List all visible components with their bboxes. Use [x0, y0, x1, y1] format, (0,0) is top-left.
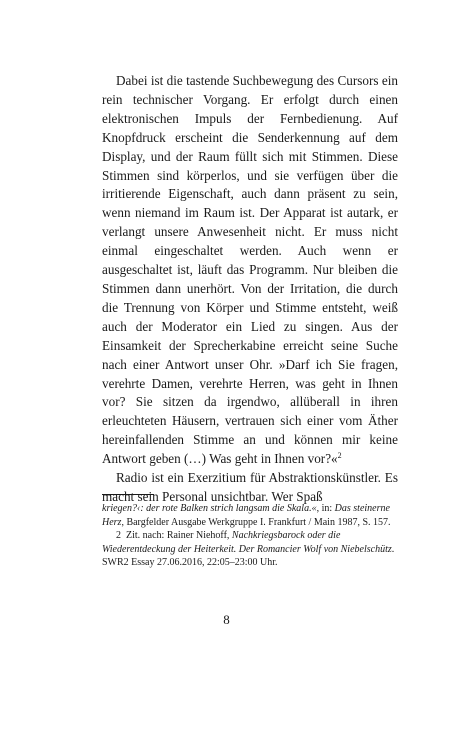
footnote-2 — [102, 529, 398, 570]
footnote-rule — [102, 494, 154, 495]
footnote-work-title: Das steinerne Herz — [102, 503, 390, 528]
paragraph — [102, 72, 398, 469]
paragraph-text: Dabei ist die tastende Suchbewegung des Cursors ein rein technischer Vorgang. Er erfolgt durch einen elektronischen Impuls der Fernbedienung. Auf Knopfdruck erscheint die Senderkennung auf dem Display, und der Raum füllt sich mit Stimmen. Diese Stimmen sind körperlos, und sie verfügen über die irritierende Eigenschaft, auch dann präsent zu sein, wenn niemand im Raum ist. Der Apparat ist autark, er verlangt unsere Anwesenheit nicht. Er muss nicht einmal eingeschaltet werden. Auch wenn er ausgeschaltet ist, läuft das Programm. Nur bleiben die Stimmen dann unerhört. Von der Irritation, die durch die Trennung von Körper und Stimme entsteht, weiß auch der Moderator ein Lied zu singen. Aus der Einsamkeit der Sprecherkabine erreicht seine Suche nach einer Antwort unser Ohr. »Darf ich Sie fragen, verehrte Damen, verehrte Herren, was geht in Ihnen vor? Sie sitzen da irgendwo, allüberall in ihren erleuchteten Häusern, vertrauen sich einer vom Äther hereinfallenden Stimme an und können mir keine Antwort geben (…) Was geht in Ihnen vor?« — [102, 73, 398, 467]
footnotes — [102, 502, 398, 570]
footnote-text: , in: — [316, 503, 335, 514]
footnote-quote: kriegen?‹: der rote Balken strich langsam die Skala.« — [102, 503, 317, 514]
footnote-text: , Bargfelder Ausgabe Werkgruppe I. Frankfurt / Main 1987, S. 157. — [121, 516, 391, 528]
footnote-continued — [102, 502, 398, 529]
footnote-work-title: Nachkriegsbarock oder die Wiederentdeckung der Heiterkeit. Der Romancier Wolf von Niebelschütz — [102, 530, 392, 555]
footnote-reference[interactable]: 2 — [337, 451, 342, 461]
paragraph: Radio ist ein Exerzitium für Abstraktionskünstler. Es macht sein Personal unsichtbar. Wer Spaß — [102, 470, 398, 504]
footnote-text: . SWR2 Essay 27.06.2016, 22:05–23:00 Uhr. — [102, 543, 395, 569]
page-number: 8 — [223, 612, 230, 627]
footnote-text: Zit. nach: Rainer Niehoff, — [126, 530, 232, 542]
main-text — [102, 72, 398, 507]
footnote-number: 2 — [116, 530, 121, 542]
